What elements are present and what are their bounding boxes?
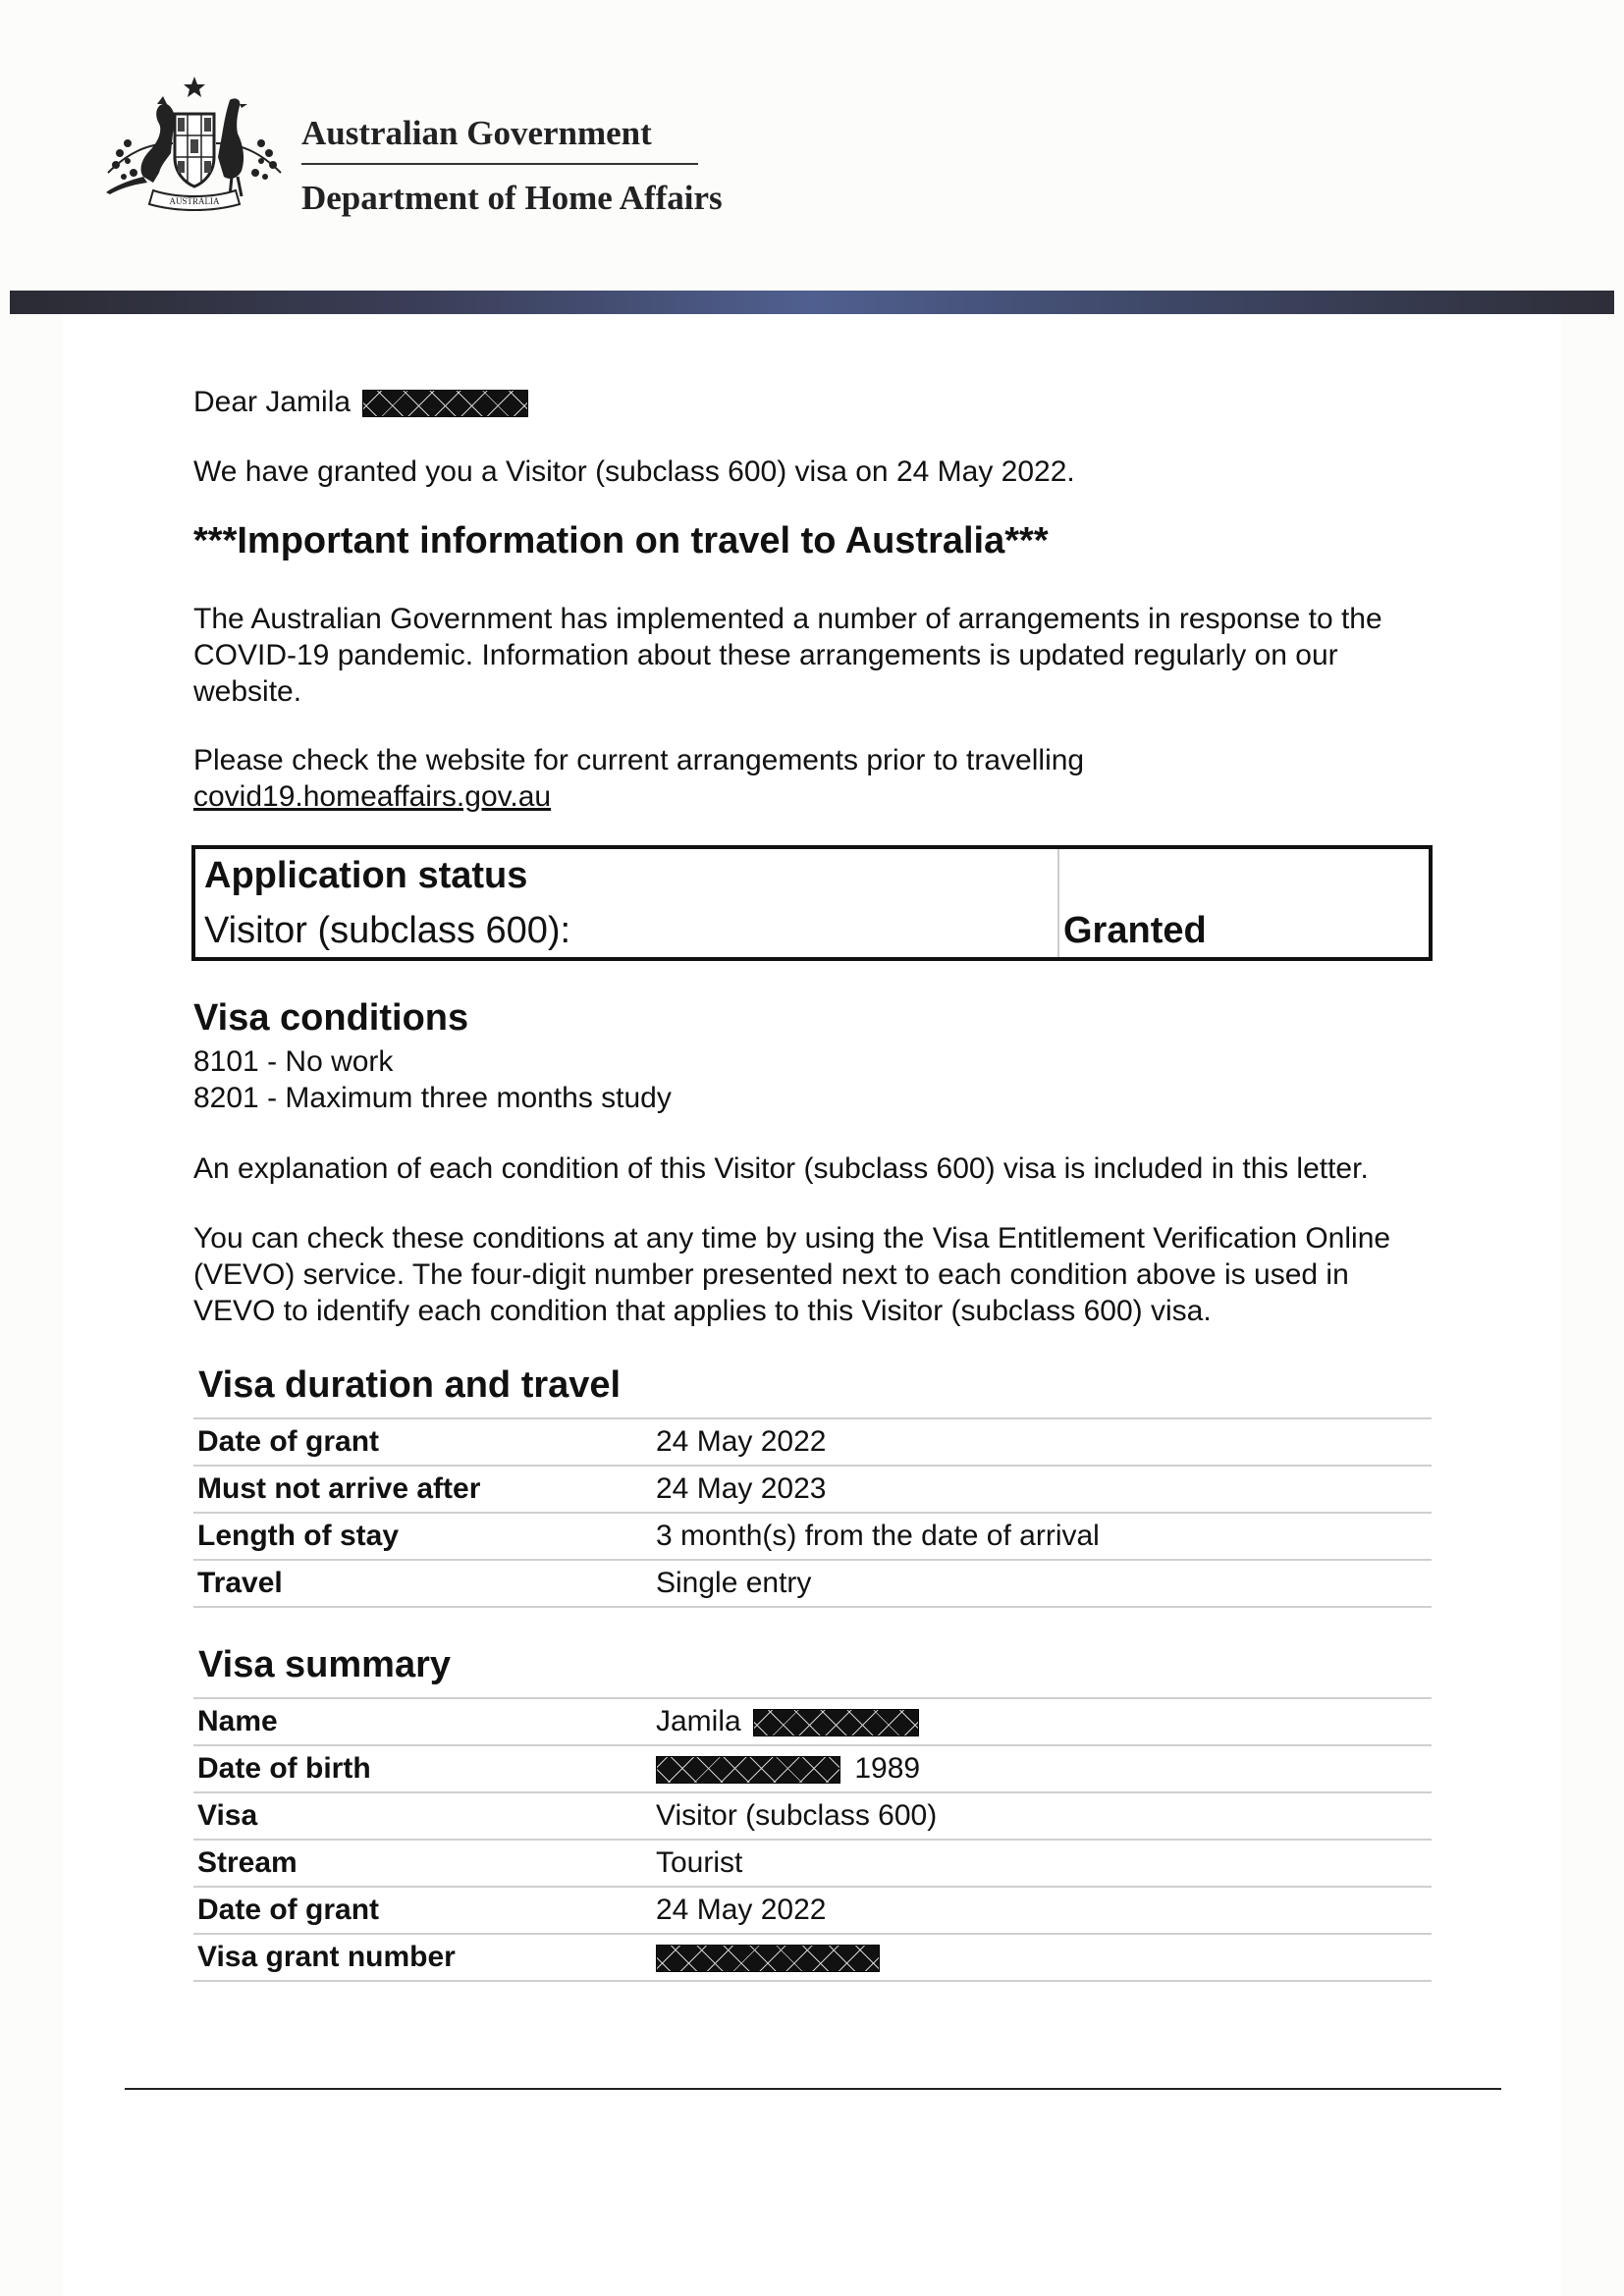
government-name: Australian Government [301, 114, 652, 152]
table-row [193, 1467, 1432, 1514]
application-status-box [191, 845, 1433, 961]
table-row [193, 1697, 1432, 1746]
crest-scroll-text: AUSTRALIA [169, 196, 220, 206]
row-value: 24 May 2022 [656, 1425, 827, 1458]
row-value: Tourist [656, 1846, 743, 1879]
row-value [656, 1705, 919, 1738]
birth-year-value: 1989 [854, 1752, 921, 1785]
row-label: Visa [197, 1799, 258, 1832]
row-label: Name [197, 1705, 278, 1737]
row-label: Visa grant number [197, 1941, 456, 1973]
salutation [193, 386, 528, 419]
table-row [193, 1417, 1432, 1467]
table-row [193, 1793, 1432, 1841]
row-value: Single entry [656, 1567, 812, 1599]
row-label: Length of stay [197, 1520, 400, 1552]
visa-summary-heading: Visa summary [198, 1644, 452, 1685]
table-row [193, 1841, 1432, 1888]
coat-of-arms-icon [98, 75, 291, 218]
vevo-paragraph [193, 1220, 1470, 1329]
covid-paragraph [193, 601, 1470, 710]
row-label: Stream [197, 1846, 298, 1879]
redacted-birth-date [656, 1756, 840, 1784]
header-band [10, 291, 1614, 314]
grant-sentence: We have granted you a Visitor (subclass 600) visa on 24 May 2022. [193, 455, 1075, 488]
redacted-grant-number [656, 1945, 880, 1972]
department-name: Department of Home Affairs [301, 179, 723, 217]
application-status-value: Granted [1063, 910, 1207, 951]
important-heading: ***Important information on travel to Australia*** [193, 520, 1049, 561]
conditions-explanation: An explanation of each condition of this Visitor (subclass 600) visa is included in this letter. [193, 1152, 1369, 1185]
table-row [193, 1561, 1432, 1608]
vevo-paragraph-line: (VEVO) service. The four-digit number presented next to each condition above is used in [193, 1258, 1349, 1291]
covid-paragraph-line: COVID-19 pandemic. Information about these arrangements is updated regularly on our [193, 639, 1338, 671]
visa-summary-table [193, 1697, 1432, 1982]
row-value: Visitor (subclass 600) [656, 1799, 938, 1832]
letterhead [0, 0, 1624, 294]
condition-item: 8101 - No work [193, 1045, 394, 1078]
visa-conditions-list [193, 1043, 1470, 1116]
row-label: Date of grant [197, 1894, 380, 1926]
row-value: 24 May 2022 [656, 1894, 827, 1926]
footer-divider [125, 2088, 1501, 2090]
row-label: Date of grant [197, 1425, 380, 1458]
row-value: 3 month(s) from the date of arrival [656, 1520, 1100, 1552]
condition-item: 8201 - Maximum three months study [193, 1082, 672, 1114]
covid-paragraph-line: The Australian Government has implemented a number of arrangements in response to the [193, 603, 1382, 635]
letterhead-divider [301, 163, 698, 165]
row-label: Travel [197, 1567, 283, 1599]
table-row [193, 1888, 1432, 1935]
visa-duration-heading: Visa duration and travel [198, 1364, 622, 1406]
row-label: Must not arrive after [197, 1472, 481, 1505]
covid-paragraph-line: website. [193, 675, 302, 708]
row-label: Date of birth [197, 1752, 371, 1785]
check-website-text: Please check the website for current arrangements prior to travelling [193, 744, 1085, 776]
application-status-visa: Visitor (subclass 600): [204, 910, 571, 951]
visa-conditions-heading: Visa conditions [193, 997, 469, 1039]
visa-duration-table [193, 1417, 1432, 1608]
table-row [193, 1746, 1432, 1793]
row-value [656, 1941, 880, 1974]
vevo-paragraph-line: You can check these conditions at any time by using the Visa Entitlement Verification Online [193, 1222, 1391, 1255]
table-row [193, 1514, 1432, 1561]
row-value: 24 May 2023 [656, 1472, 827, 1505]
check-website-paragraph [193, 742, 1470, 815]
salutation-text: Dear Jamila [193, 386, 352, 418]
table-row [193, 1935, 1432, 1982]
row-value [656, 1752, 920, 1786]
name-value: Jamila [656, 1705, 741, 1737]
redacted-surname [753, 1709, 919, 1736]
status-divider [1057, 849, 1059, 957]
vevo-paragraph-line: VEVO to identify each condition that applies to this Visitor (subclass 600) visa. [193, 1295, 1212, 1327]
covid-website-link[interactable]: covid19.homeaffairs.gov.au [193, 780, 552, 813]
application-status-title: Application status [204, 855, 528, 896]
redacted-surname [362, 390, 528, 417]
